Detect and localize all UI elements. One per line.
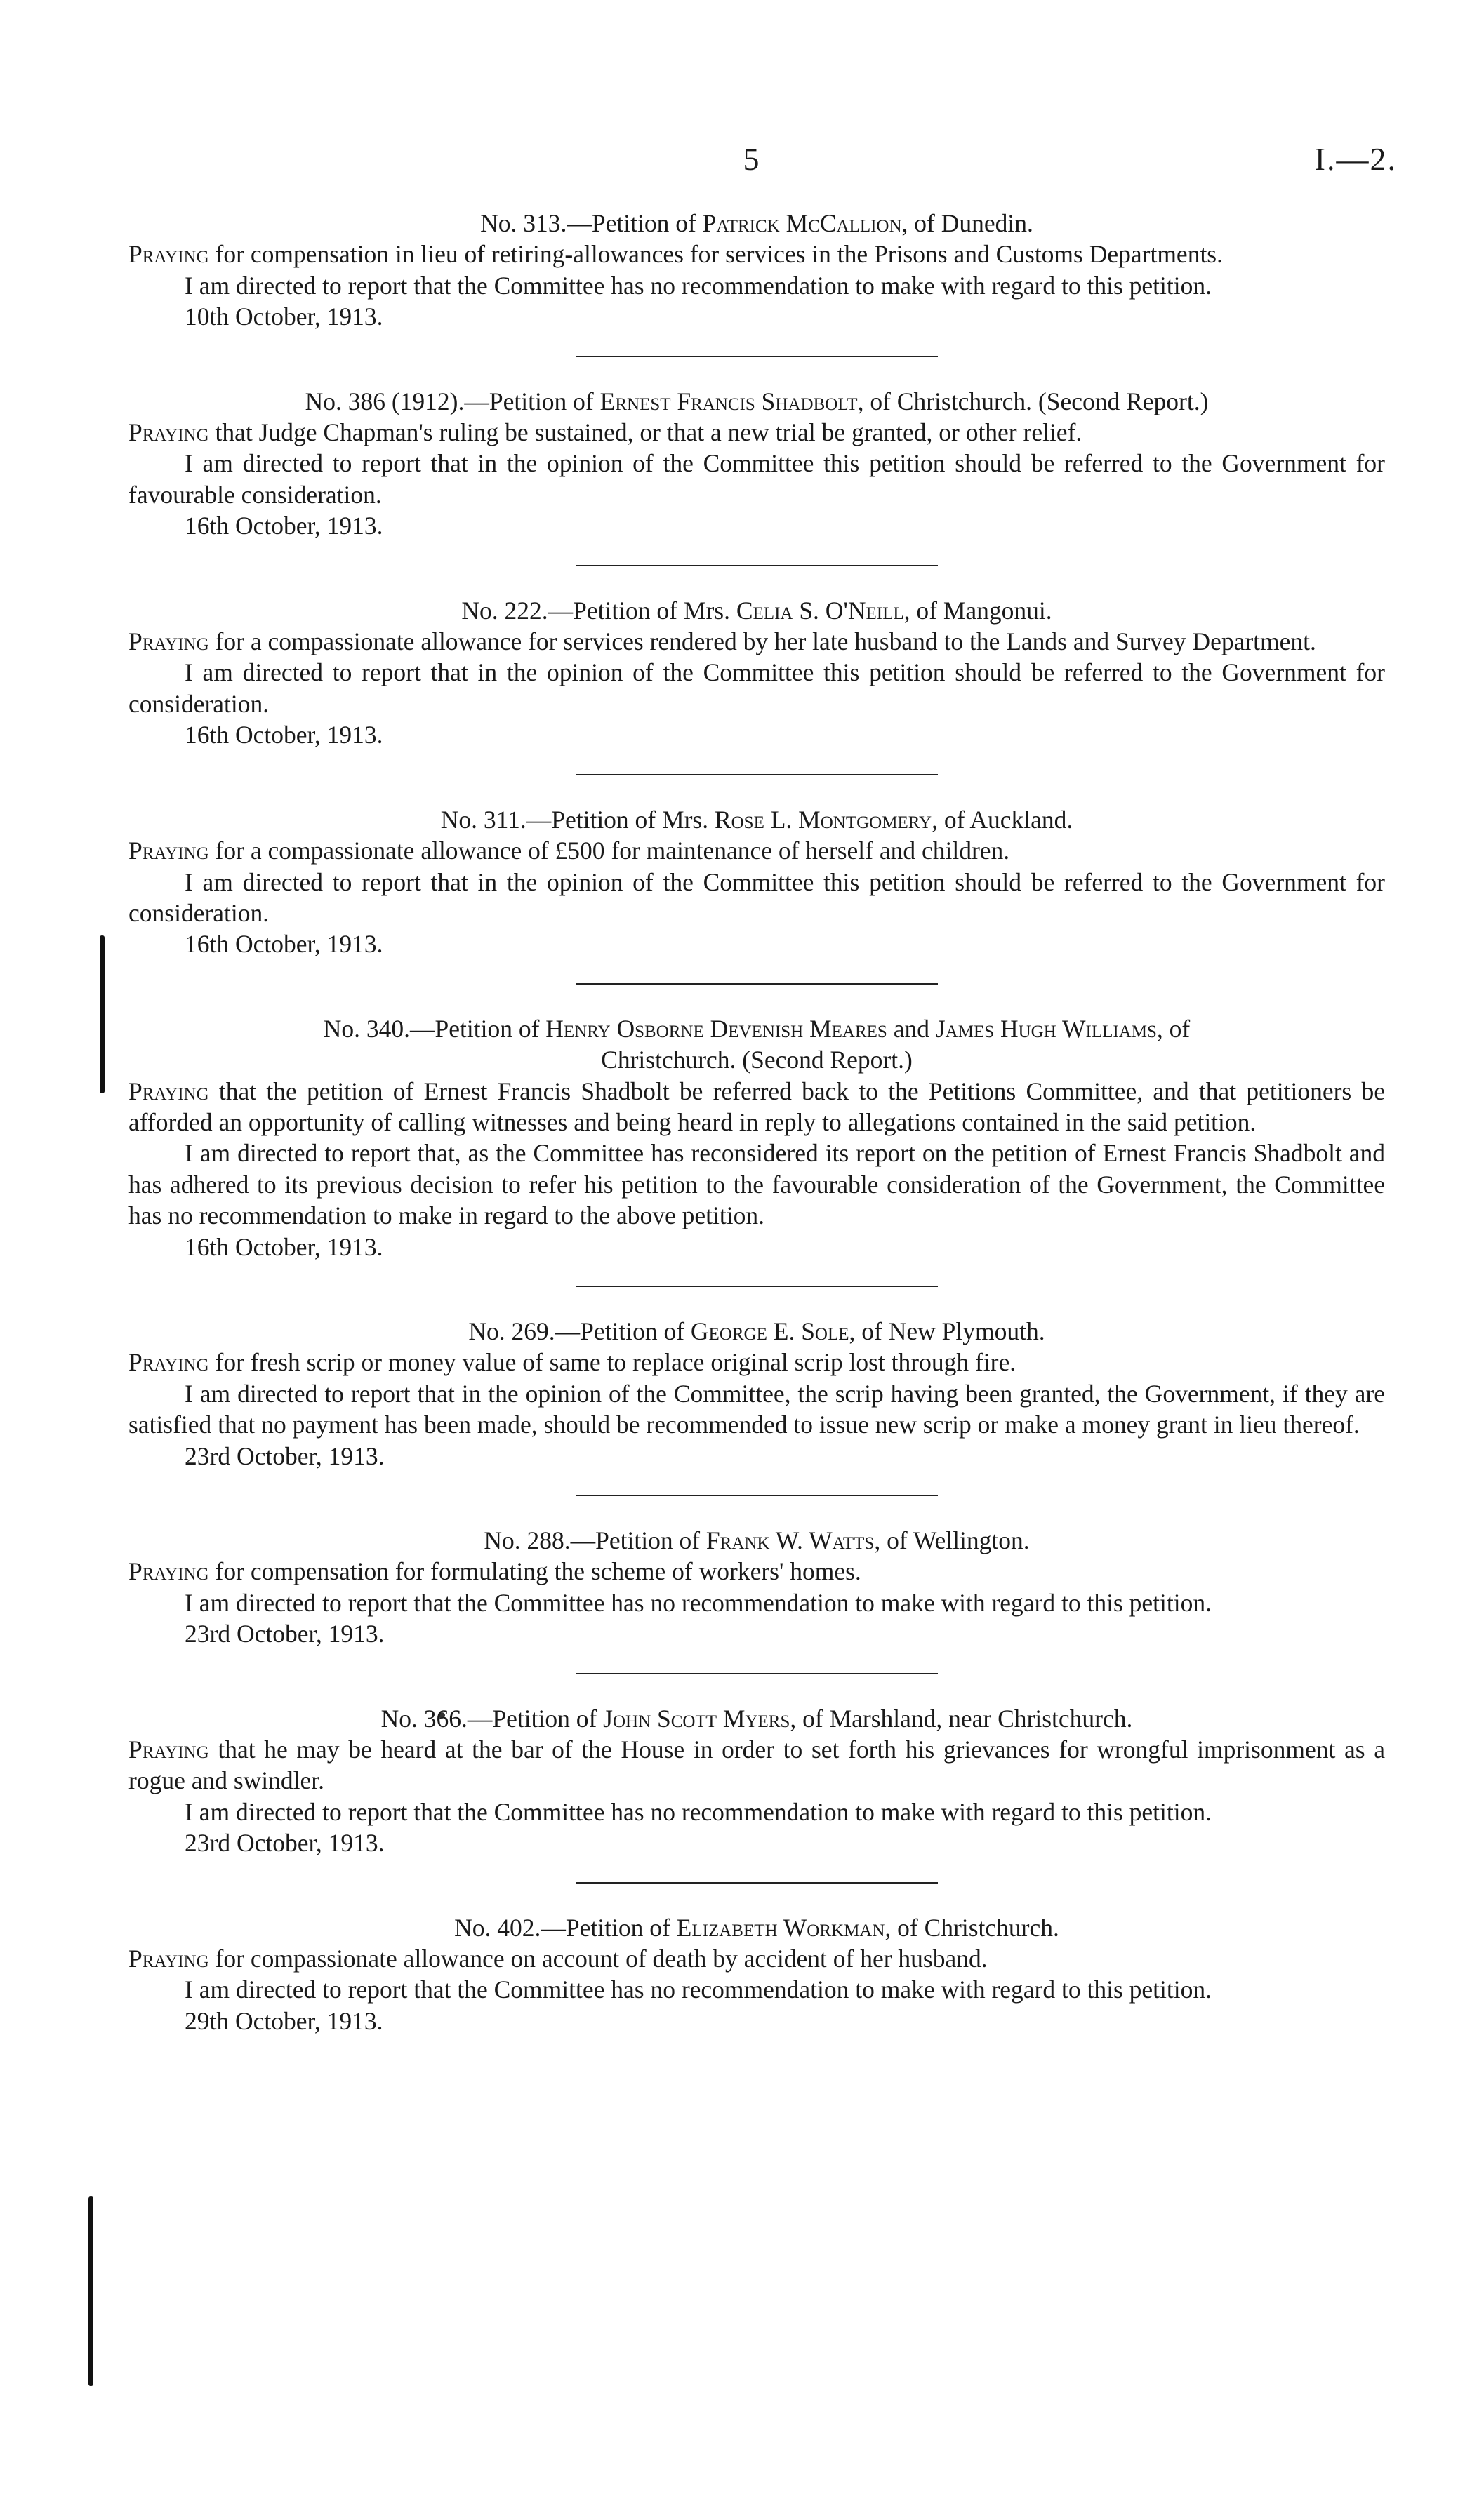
report-paragraph: I am directed to report that in the opinion of the Committee this petition should be referred to the Government for consideration.	[128, 867, 1385, 927]
praying-label: Praying	[128, 1076, 209, 1105]
heading-prefix: No. 311.—Petition of Mrs.	[440, 805, 715, 834]
praying-text: that Judge Chapman's ruling be sustained, or that a new trial be granted, or other relief.	[208, 418, 1082, 447]
section-divider	[576, 1495, 938, 1496]
report-paragraph: I am directed to report that the Committee has no recommendation to make with regard to this petition.	[185, 1588, 1212, 1617]
page-number: 5	[743, 141, 760, 177]
report-date: 16th October, 1913.	[185, 1232, 383, 1261]
praying-paragraph	[128, 1556, 1385, 1587]
petitioner-name: Elizabeth Workman	[676, 1913, 885, 1942]
petition-heading	[128, 1316, 1385, 1347]
praying-paragraph	[128, 239, 1385, 269]
section-divider	[576, 356, 938, 357]
report-date: 23rd October, 1913.	[185, 1829, 385, 1858]
report-date: 10th October, 1913.	[185, 302, 383, 331]
praying-paragraph	[128, 1943, 1385, 1974]
heading-suffix: , of Christchurch.	[885, 1913, 1059, 1942]
report-date: 29th October, 1913.	[185, 2006, 383, 2035]
praying-label: Praying	[128, 1735, 209, 1764]
praying-paragraph	[128, 417, 1385, 448]
praying-paragraph	[128, 1076, 1385, 1138]
report-paragraph: I am directed to report that the Committee has no recommendation to make with regard to this petition.	[185, 1975, 1212, 2004]
report-date: 16th October, 1913.	[185, 930, 383, 959]
section-divider	[576, 1673, 938, 1674]
petition-heading	[128, 595, 1385, 626]
section-divider	[576, 774, 938, 775]
praying-label: Praying	[128, 836, 209, 865]
petition-heading	[128, 1703, 1385, 1734]
petition-heading	[128, 386, 1385, 417]
section-divider	[576, 1882, 938, 1884]
petition-heading	[128, 1525, 1385, 1556]
heading-prefix: No. 313.—Petition of	[480, 209, 703, 237]
report-date: 23rd October, 1913.	[185, 1620, 385, 1648]
heading-prefix: No. 288.—Petition of	[484, 1526, 706, 1554]
petitioner-name: George E. Sole	[690, 1316, 849, 1345]
heading-prefix: No. 366.—Petition of	[380, 1704, 604, 1733]
report-paragraph: I am directed to report that in the opinion of the Committee this petition should be referred to the Government for favourable consideration.	[128, 449, 1385, 509]
praying-label: Praying	[128, 1557, 209, 1586]
petitioner-name: Patrick McCallion	[702, 209, 902, 237]
praying-paragraph	[128, 835, 1385, 866]
heading-suffix: , of Mangonui.	[903, 596, 1052, 625]
page-reference: I.—2.	[1314, 141, 1397, 177]
margin-mark	[100, 935, 105, 1093]
heading-second-line: Christchurch. (Second Report.)	[601, 1046, 913, 1074]
praying-text: for compensation in lieu of retiring-allowances for services in the Prisons and Customs Departments.	[208, 240, 1223, 269]
petition-entry	[128, 386, 1385, 542]
petitioner-name: Frank W. Watts	[705, 1526, 875, 1554]
praying-label: Praying	[128, 1945, 209, 1973]
margin-mark	[88, 2196, 93, 2386]
report-date: 23rd October, 1913.	[185, 1441, 385, 1470]
section-divider	[576, 1286, 938, 1287]
section-divider	[576, 565, 938, 566]
praying-paragraph	[128, 1734, 1385, 1796]
heading-suffix: , of Dunedin.	[901, 209, 1033, 237]
heading-prefix: No. 340.—Petition of	[323, 1014, 546, 1043]
praying-text: that he may be heard at the bar of the House in order to set forth his grievances for wrongful imprisonment as a rogue and swindler.	[128, 1735, 1385, 1795]
heading-suffix: , of Auckland.	[932, 805, 1073, 834]
praying-paragraph	[128, 626, 1385, 657]
heading-suffix: , of	[1156, 1014, 1191, 1043]
heading-suffix: , of Marshland, near Christchurch.	[790, 1704, 1133, 1733]
report-paragraph: I am directed to report that, as the Committee has reconsidered its report on the petition of Ernest Francis Shadbolt and has adhered to its previous decision to refer his petition to the favourable consideration of the Government, the Committee has no recommendation to make in regard to the above petition.	[128, 1139, 1385, 1230]
heading-prefix: No. 402.—Petition of	[454, 1913, 677, 1942]
report-date: 16th October, 1913.	[185, 512, 383, 540]
report-paragraph: I am directed to report that the Committee has no recommendation to make with regard to this petition.	[185, 1797, 1212, 1826]
praying-text: for fresh scrip or money value of same to replace original scrip lost through fire.	[208, 1348, 1016, 1377]
report-date: 16th October, 1913.	[185, 721, 383, 749]
section-divider	[576, 983, 938, 985]
praying-text: for a compassionate allowance for services rendered by her late husband to the Lands and Survey Department.	[208, 627, 1316, 656]
praying-label: Praying	[128, 418, 209, 447]
heading-suffix: , of New Plymouth.	[849, 1316, 1045, 1345]
praying-text: that the petition of Ernest Francis Shadbolt be referred back to the Petitions Committee, and that petitioners be afforded an opportunity of calling witnesses and being heard in reply to allegations contained in the said petition.	[128, 1076, 1385, 1136]
petition-heading	[128, 1013, 1385, 1076]
report-paragraph: I am directed to report that the Committee has no recommendation to make with regard to this petition.	[185, 271, 1212, 300]
heading-prefix: No. 222.—Petition of Mrs.	[461, 596, 736, 625]
praying-label: Praying	[128, 1348, 209, 1377]
heading-suffix: , of Wellington.	[874, 1526, 1030, 1554]
petition-entry	[128, 1525, 1385, 1650]
heading-prefix: No. 269.—Petition of	[468, 1316, 691, 1345]
petition-entry	[128, 208, 1385, 333]
petition-entry	[128, 804, 1385, 960]
heading-prefix: No. 386 (1912).—Petition of	[305, 387, 600, 415]
report-paragraph: I am directed to report that in the opinion of the Committee, the scrip having been granted, the Government, if they are satisfied that no payment has been made, should be recommended to issue new scrip or make a money grant in lieu thereof.	[128, 1379, 1385, 1439]
praying-label: Praying	[128, 240, 209, 269]
praying-paragraph	[128, 1347, 1385, 1378]
petitioner-name: John Scott Myers	[603, 1704, 790, 1733]
petition-heading	[128, 1912, 1385, 1943]
petitioner-name: Henry Osborne Devenish Meares	[545, 1014, 887, 1043]
report-paragraph: I am directed to report that in the opinion of the Committee this petition should be referred to the Government for consideration.	[128, 658, 1385, 718]
petition-entry	[128, 595, 1385, 751]
praying-text: for compensation for formulating the scheme of workers' homes.	[208, 1557, 861, 1586]
petition-entry	[128, 1912, 1385, 2037]
petitioner-name: Ernest Francis Shadbolt	[599, 387, 858, 415]
heading-conjunction: and	[887, 1014, 936, 1043]
petitions-list	[128, 208, 1385, 2036]
petition-entry	[128, 1703, 1385, 1859]
petitioner-name-second: James Hugh Williams	[935, 1014, 1157, 1043]
praying-text: for compassionate allowance on account of death by accident of her husband.	[208, 1945, 988, 1973]
petitioner-name: Celia S. O'Neill	[736, 596, 904, 625]
praying-text: for a compassionate allowance of £500 for maintenance of herself and children.	[208, 836, 1010, 865]
petition-entry	[128, 1316, 1385, 1472]
petition-heading	[128, 804, 1385, 835]
heading-suffix: , of Christchurch. (Second Report.)	[857, 387, 1209, 415]
praying-label: Praying	[128, 627, 209, 656]
petitioner-name: Rose L. Montgomery	[714, 805, 932, 834]
petition-entry	[128, 1013, 1385, 1262]
petition-heading	[128, 208, 1385, 239]
